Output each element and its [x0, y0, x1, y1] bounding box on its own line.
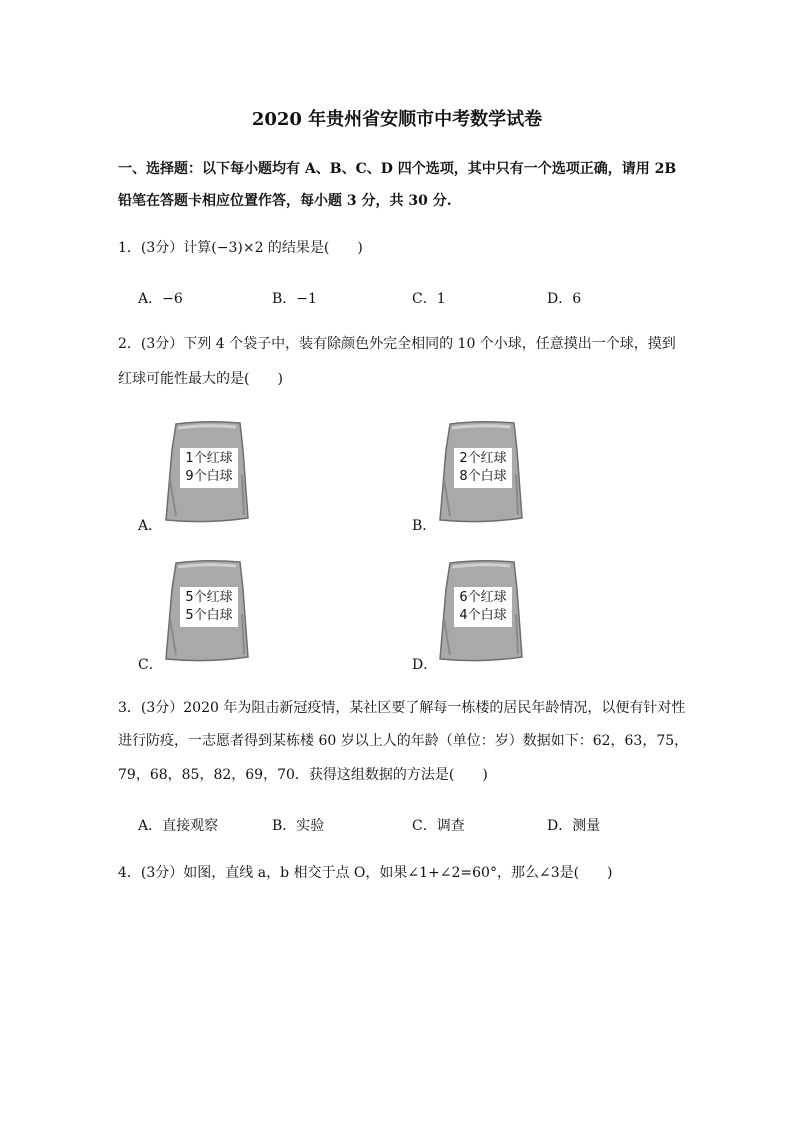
question-1-stem: 1．(3分）计算(−3)×2 的结果是( ) — [118, 240, 363, 256]
page-title: 2020 年贵州省安顺市中考数学试卷 — [251, 109, 543, 130]
q1-option-b: B．−1 — [272, 291, 317, 307]
bag-label — [454, 448, 512, 488]
white-count: 5个白球 — [185, 608, 233, 623]
q3-option-a: A．直接观察 — [138, 818, 219, 834]
q2-option-b-bag — [438, 420, 524, 524]
q2-option-b-letter: B． — [412, 518, 437, 534]
question-3-line2: 进行防疫，一志愿者得到某栋楼 60 岁以上人的年龄（单位：岁）数据如下：62，63，75， — [118, 733, 689, 749]
q2-option-d-letter: D． — [412, 657, 438, 673]
q3-option-d: D．测量 — [547, 818, 601, 834]
section-heading-line1: 一、选择题：以下每小题均有 A、B、C、D 四个选项，其中只有一个选项正确，请用 2B — [118, 161, 677, 177]
q2-option-a-letter: A． — [138, 518, 163, 534]
q1-option-d: D．6 — [547, 291, 582, 307]
bag-label — [180, 587, 238, 627]
q2-option-d-bag — [438, 559, 524, 663]
white-count: 8个白球 — [459, 469, 507, 484]
q2-option-c-letter: C． — [138, 657, 163, 673]
q2-option-c-bag — [164, 559, 250, 663]
white-count: 9个白球 — [185, 469, 233, 484]
q3-option-b: B．实验 — [272, 818, 325, 834]
red-count: 6个红球 — [459, 590, 507, 605]
question-3-line3: 79，68，85，82，69，70．获得这组数据的方法是( ) — [118, 767, 488, 783]
white-count: 4个白球 — [459, 608, 507, 623]
section-heading-line2: 铅笔在答题卡相应位置作答，每小题 3 分，共 30 分. — [118, 193, 452, 209]
question-3-line1: 3．(3分）2020 年为阻击新冠疫情，某社区要了解每一栋楼的居民年龄情况，以便有针对性 — [118, 700, 686, 716]
red-count: 5个红球 — [185, 590, 233, 605]
q2-option-a-bag — [164, 420, 250, 524]
question-2-line2: 红球可能性最大的是( ) — [118, 371, 283, 387]
q3-option-c: C．调查 — [412, 818, 465, 834]
bag-label — [454, 587, 512, 627]
red-count: 2个红球 — [459, 451, 507, 466]
question-4-stem: 4．(3分）如图，直线 a，b 相交于点 O，如果∠1+∠2=60°，那么∠3是( ) — [118, 865, 613, 881]
q1-option-a: A．−6 — [138, 291, 183, 307]
red-count: 1个红球 — [185, 451, 233, 466]
bag-label — [180, 448, 238, 488]
q1-option-c: C．1 — [412, 291, 446, 307]
question-2-line1: 2．(3分）下列 4 个袋子中，装有除颜色外完全相同的 10 个小球，任意摸出一个球，摸到 — [118, 336, 676, 352]
